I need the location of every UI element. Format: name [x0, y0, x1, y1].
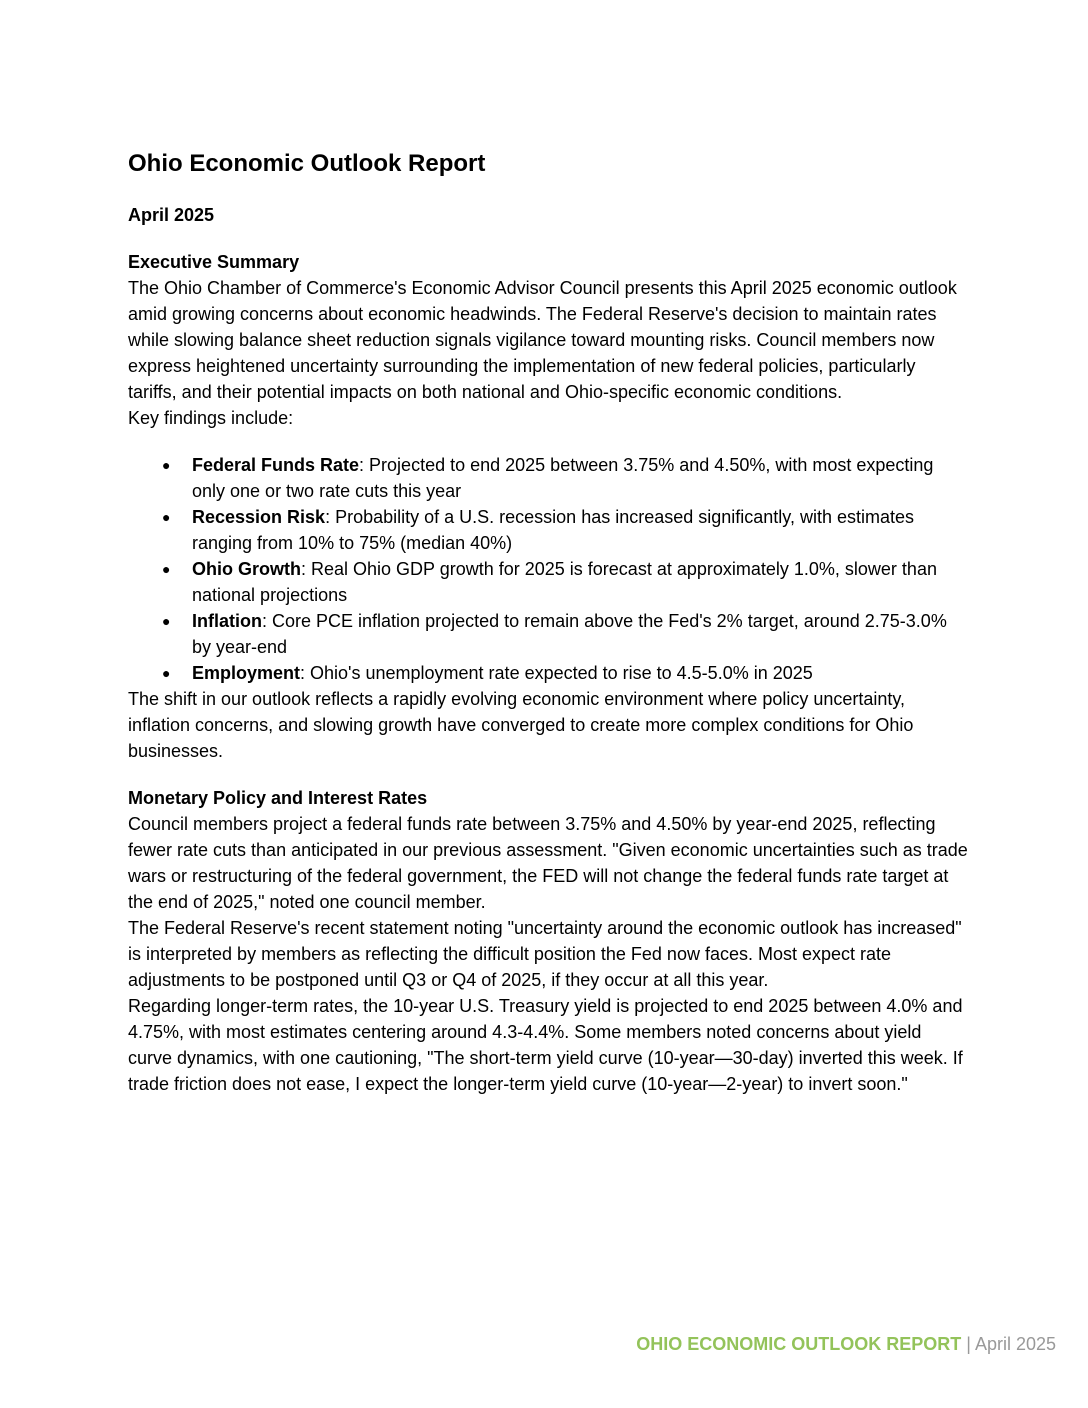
- finding-term: Inflation: [192, 611, 262, 631]
- executive-summary-intro: The Ohio Chamber of Commerce's Economic Advisor Council presents this April 2025 economic outlook amid growing concerns about economic headwinds. The Federal Reserve's decision to maintain rates while slowing balance sheet reduction signals vigilance toward mounting risks. Council members now express heightened uncertainty surrounding the implementation of new federal policies, particularly tariffs, and their potential impacts on both national and Ohio-specific economic conditions.: [128, 278, 957, 402]
- monetary-policy-heading: Monetary Policy and Interest Rates: [128, 788, 428, 808]
- report-title: Ohio Economic Outlook Report: [128, 150, 486, 177]
- bullet-icon: ●: [162, 665, 171, 681]
- footer-brand: OHIO ECONOMIC OUTLOOK REPORT: [636, 1334, 962, 1354]
- key-findings-label: Key findings include:: [128, 408, 294, 428]
- footer-date: April 2025: [974, 1334, 1056, 1354]
- finding-term: Federal Funds Rate: [192, 455, 360, 475]
- bullet-icon: ●: [162, 561, 171, 577]
- list-item: [128, 660, 968, 686]
- monetary-policy-paragraph: The Federal Reserve's recent statement noting "uncertainty around the economic outlook has increased" is interpreted by members as reflecting the difficult position the Fed now faces. Most expect rate adjustments to be postponed until Q3 or Q4 of 2025, if they occur at all this year.: [128, 918, 962, 990]
- list-item: [128, 608, 968, 660]
- finding-term: Employment: [192, 663, 301, 683]
- finding-term: Recession Risk: [192, 507, 326, 527]
- bullet-icon: ●: [162, 509, 171, 525]
- executive-summary-closing: The shift in our outlook reflects a rapidly evolving economic environment where policy uncertainty, inflation concerns, and slowing growth have converged to create more complex conditions for Ohio businesses.: [128, 689, 914, 761]
- finding-text: : Real Ohio GDP growth for 2025 is forecast at approximately 1.0%, slower than national projections: [192, 559, 937, 605]
- list-item: [128, 556, 968, 608]
- executive-summary-heading: Executive Summary: [128, 252, 300, 272]
- finding-text: : Projected to end 2025 between 3.75% and 4.50%, with most expecting only one or two rate cuts this year: [192, 455, 934, 501]
- report-page: [128, 146, 968, 1097]
- finding-term: Ohio Growth: [192, 559, 301, 579]
- finding-text: : Core PCE inflation projected to remain above the Fed's 2% target, around 2.75-3.0% by year-end: [192, 611, 947, 657]
- finding-text: : Ohio's unemployment rate expected to rise to 4.5-5.0% in 2025: [300, 663, 813, 683]
- report-date: April 2025: [128, 205, 215, 225]
- finding-text: : Probability of a U.S. recession has increased significantly, with estimates ranging from 10% to 75% (median 40%): [192, 507, 915, 553]
- list-item: [128, 504, 968, 556]
- footer-separator: |: [961, 1334, 975, 1354]
- bullet-icon: ●: [162, 457, 171, 473]
- bullet-icon: ●: [162, 613, 171, 629]
- key-findings-list: [128, 452, 968, 686]
- monetary-policy-paragraph: Regarding longer-term rates, the 10-year U.S. Treasury yield is projected to end 2025 between 4.0% and 4.75%, with most estimates centering around 4.3-4.4%. Some members noted concerns about yield curve dynamics, with one cautioning, "The short-term yield curve (10-year—30-day) inverted this week. If trade friction does not ease, I expect the longer-term yield curve (10-year—2-year) to invert soon.": [128, 996, 963, 1094]
- monetary-policy-paragraph: Council members project a federal funds rate between 3.75% and 4.50% by year-end 2025, reflecting fewer rate cuts than anticipated in our previous assessment. "Given economic uncertainties such as trade wars or restructuring of the federal government, the FED will not change the federal funds rate target at the end of 2025," noted one council member.: [128, 814, 968, 912]
- page-footer: [636, 1332, 1056, 1356]
- list-item: [128, 452, 968, 504]
